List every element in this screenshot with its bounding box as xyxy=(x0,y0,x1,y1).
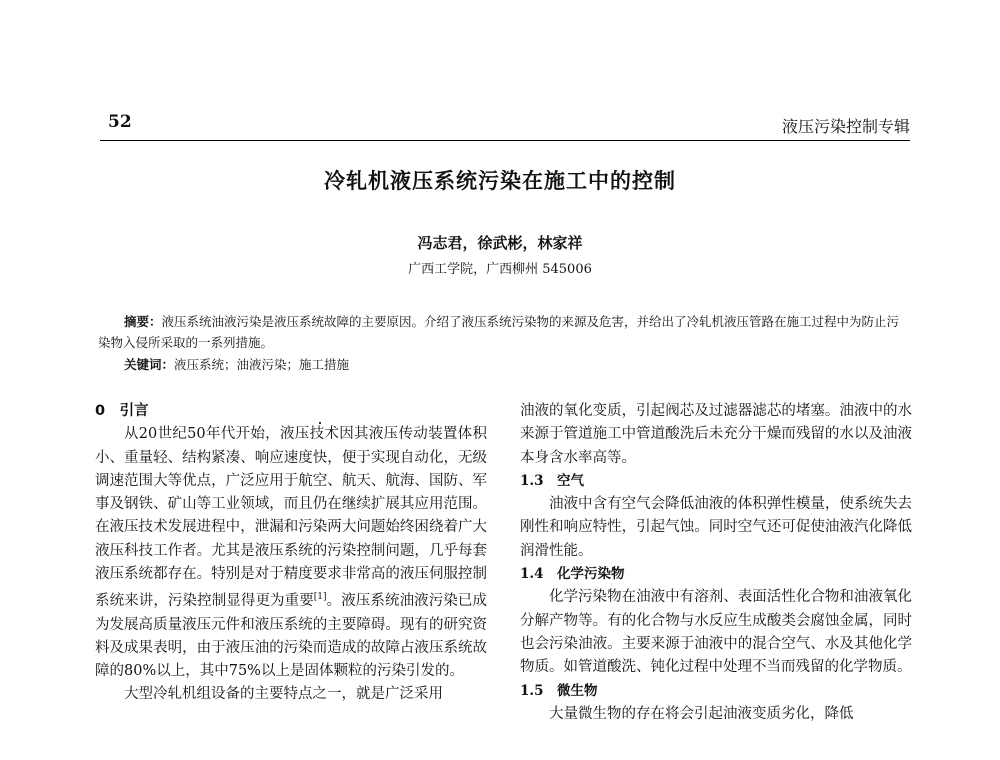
paragraph-chemical: 化学污染物在油液中有溶剂、表面活性化合物和油液氧化分解产物等。有的化合物与水反应生成酸类会腐蚀金属，同时也会污染油液。主要来源于油液中的混合空气、水及其他化学物质。如管道酸洗、钝化过程中处理不当而残留的化学物质。 xyxy=(520,589,912,676)
intro-text-a: 从20世纪50年代开始，液压技术因其液压传动装置体积小、重量轻、结构紧凑、响应速度快，便于实现自动化，无级调速范围大等优点，广泛应用于航空、航天、航海、国防、军事及钢铁、矿山等工业领域，而且仍在继续扩展其应用范围。在液压技术发展进程中，泄漏和污染两大问题始终困绕着广大液压科技工作者。尤其是液压系统的污染控制问题，几乎每套液压系统都存在。特别是对于精度要求非常高的液压伺服控制系统来讲，污染控制显得更为重要 xyxy=(95,426,487,610)
authors: 冯志君，徐武彬，林家祥 xyxy=(417,234,583,252)
page-header xyxy=(100,108,910,141)
subsection-heading-air: 1.3 空气 xyxy=(520,472,584,489)
journal-name: 液压污染控制专辑 xyxy=(781,117,910,136)
abstract-text: 液压系统油液污染是液压系统故障的主要原因。介绍了液压系统污染物的来源及危害，并给出了冷轧机液压管路在施工过程中为防止污染物入侵所采取的一系列措施。 xyxy=(98,314,900,350)
citation: [1] xyxy=(313,592,327,603)
intro-paragraph xyxy=(95,423,487,683)
paragraph-microbe: 大量微生物的存在将会引起油液变质劣化，降低 xyxy=(549,705,854,722)
subsection-heading-microbe: 1.5 微生物 xyxy=(520,682,598,699)
intro-text-b: 。液压系统油液污染已成为发展高质量液压元件和液压系统的主要障碍。现有的研究资料及成果表明，由于液压油的污染而造成的故障占液压系统故障的80%以上，其中75%以上是固体颗粒的污染引发的。 xyxy=(95,593,487,680)
keywords xyxy=(124,355,349,373)
right-column xyxy=(520,400,912,726)
affiliation: 广西工学院，广西柳州 545006 xyxy=(408,262,592,277)
keywords-text: 液压系统；油液污染；施工措施 xyxy=(174,357,350,372)
paper-title: 冷轧机液压系统污染在施工中的控制 xyxy=(324,169,676,193)
page-number: 52 xyxy=(108,112,132,132)
abstract xyxy=(98,311,910,353)
paragraph-water: 油液的氧化变质，引起阀芯及过滤器滤芯的堵塞。油液中的水来源于管道施工中管道酸洗后未充分干燥而残留的水以及油液本身含水率高等。 xyxy=(520,403,912,466)
left-column xyxy=(95,400,487,707)
keywords-label: 关键词： xyxy=(124,357,175,372)
intro-paragraph-2: 大型冷轧机组设备的主要特点之一，就是广泛采用 xyxy=(124,686,443,703)
section-heading-intro: 0 引言 xyxy=(95,403,149,419)
paragraph-air: 油液中含有空气会降低油液的体积弹性模量，使系统失去刚性和响应特性，引起气蚀。同时空气还可促使油液汽化降低润滑性能。 xyxy=(520,496,912,559)
subsection-heading-chemical: 1.4 化学污染物 xyxy=(520,566,625,583)
abstract-label: 摘要： xyxy=(124,314,162,329)
